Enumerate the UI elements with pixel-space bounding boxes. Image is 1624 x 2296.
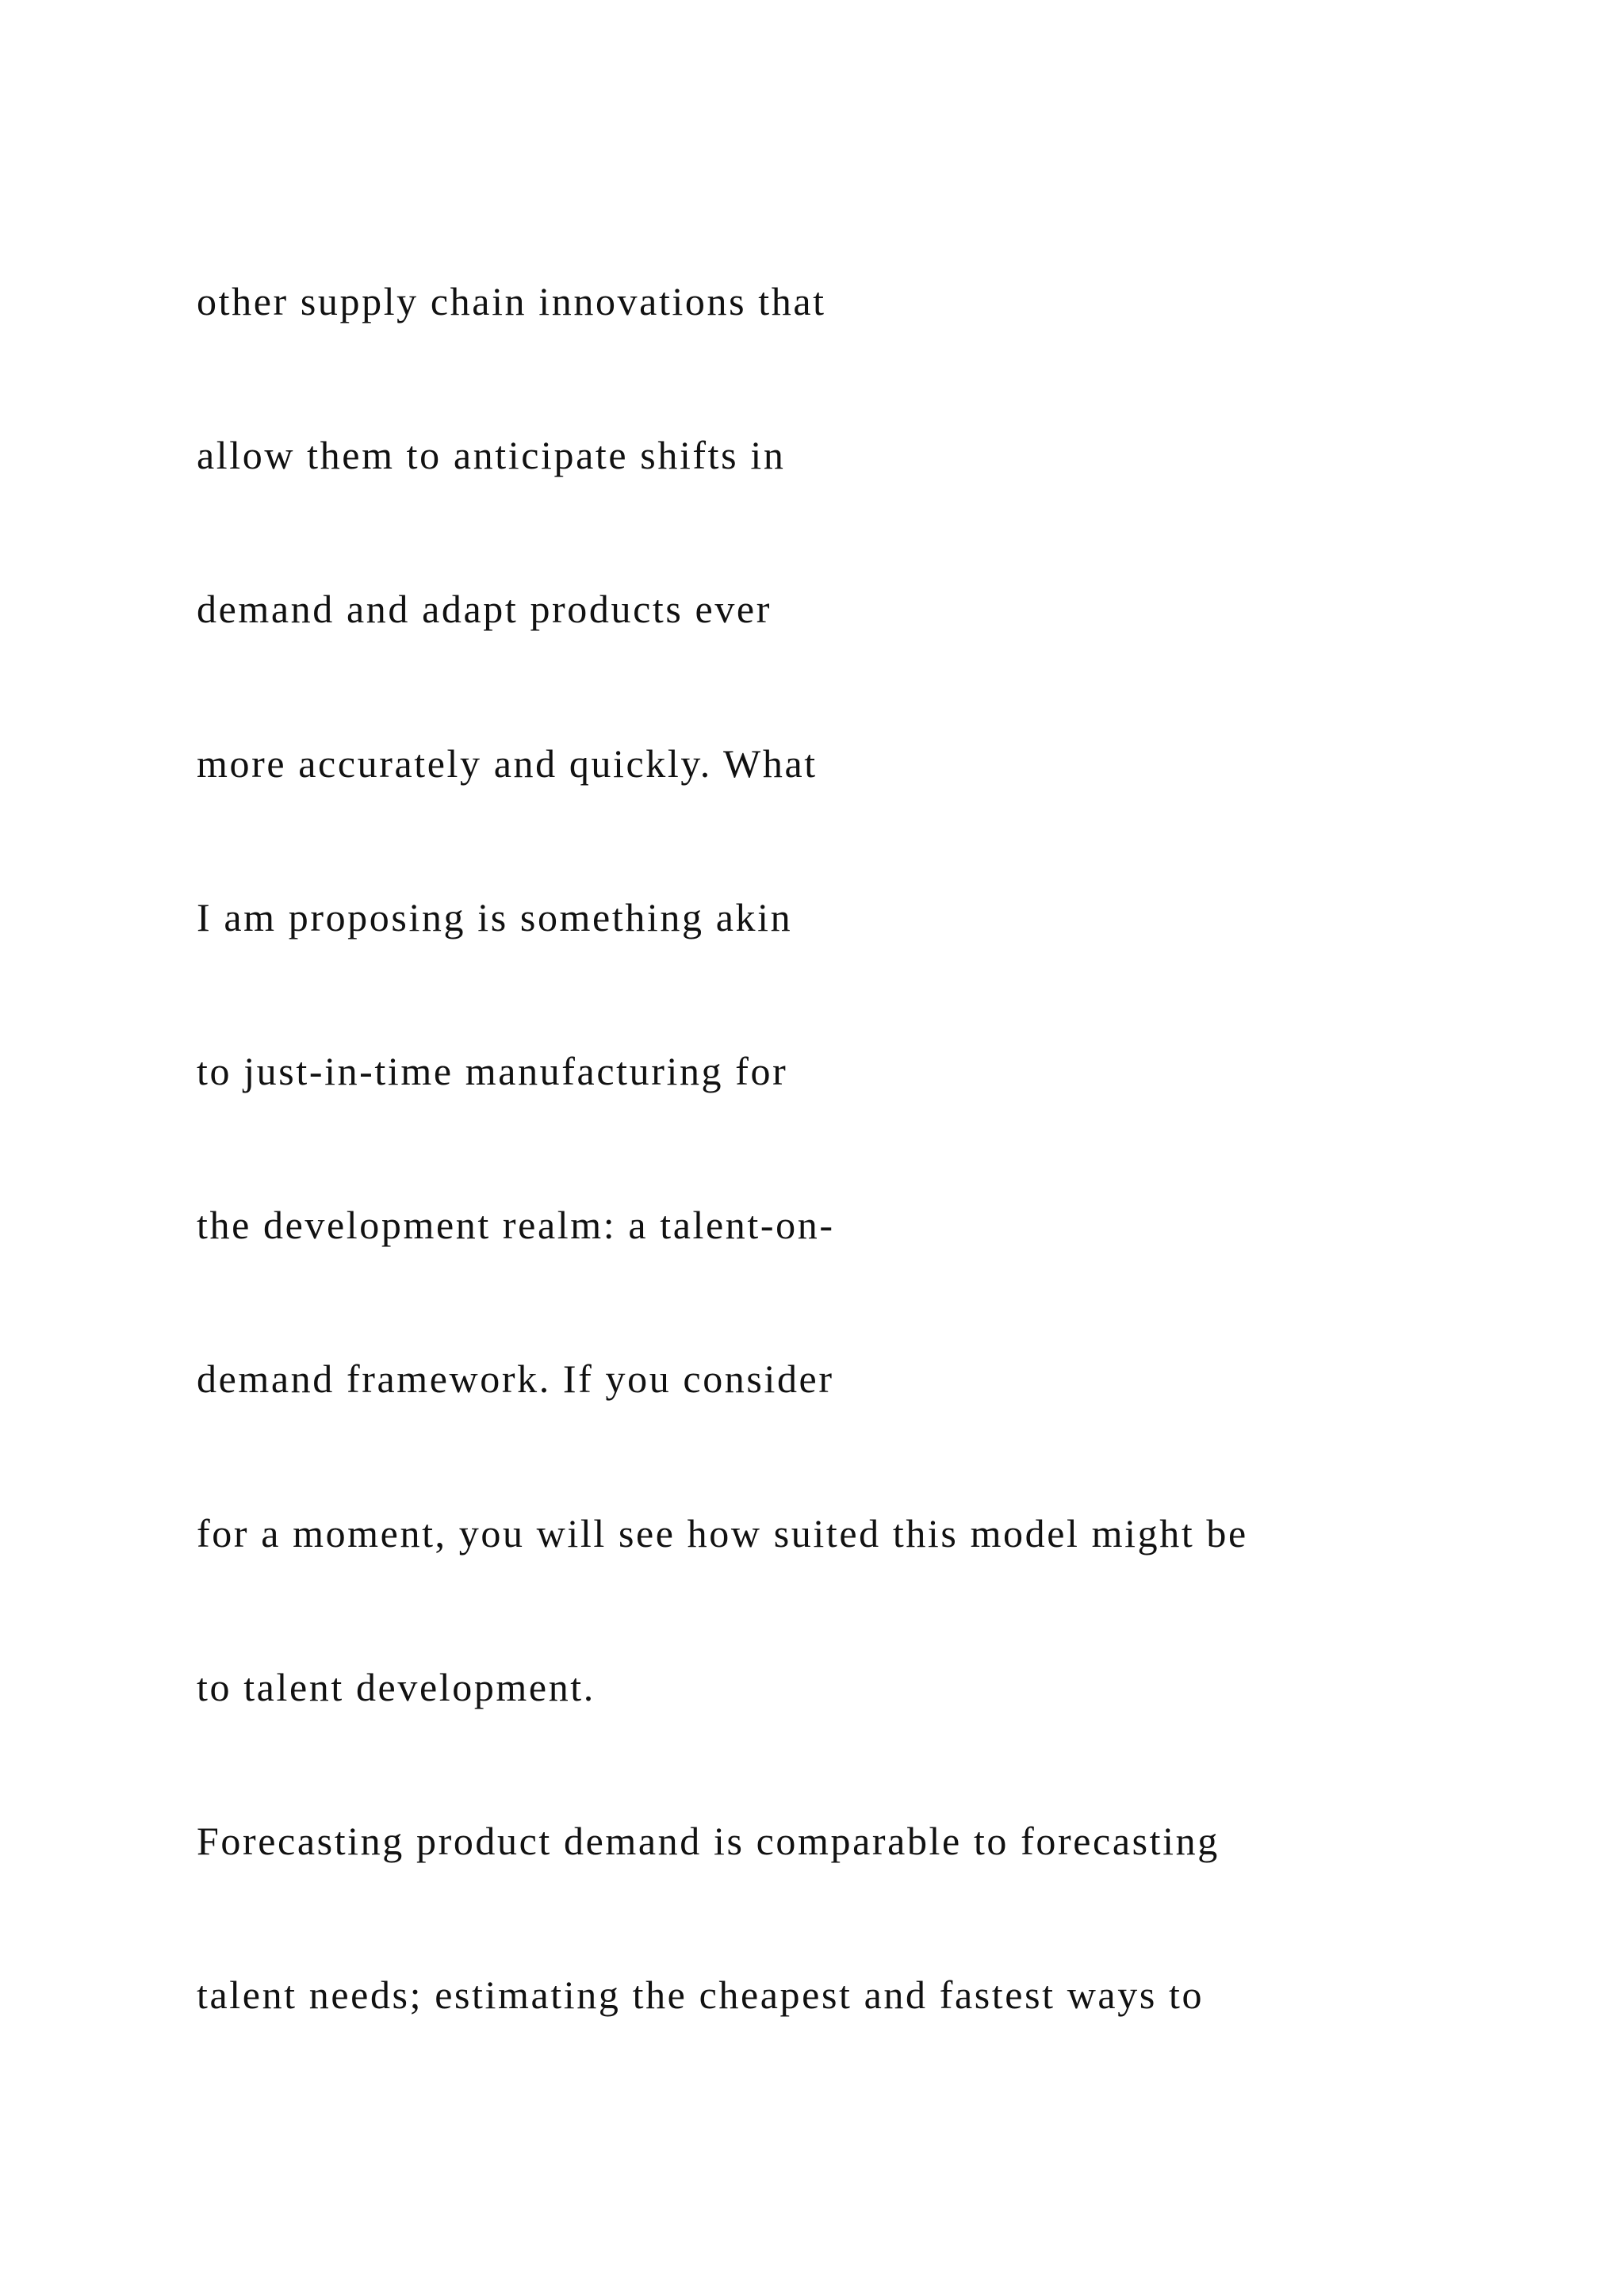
text-line: demand and adapt products ever bbox=[197, 587, 772, 632]
text-line: more accurately and quickly. What bbox=[197, 740, 818, 786]
text-line: allow them to anticipate shifts in bbox=[197, 433, 786, 478]
text-line: for a moment, you will see how suited this model might be bbox=[197, 1510, 1248, 1556]
text-line: I am proposing is something akin bbox=[197, 894, 793, 939]
text-line: other supply chain innovations that bbox=[197, 279, 826, 323]
text-line: Forecasting product demand is comparable to forecasting bbox=[197, 1818, 1220, 1863]
text-line: to just-in-time manufacturing for bbox=[197, 1048, 788, 1093]
text-line: the development realm: a talent-on- bbox=[197, 1203, 835, 1248]
text-line: to talent development. bbox=[197, 1664, 596, 1709]
text-line: demand framework. If you consider bbox=[197, 1357, 834, 1402]
text-line: talent needs; estimating the cheapest and fastest ways to bbox=[197, 1973, 1205, 2018]
body-text bbox=[197, 262, 1592, 2109]
